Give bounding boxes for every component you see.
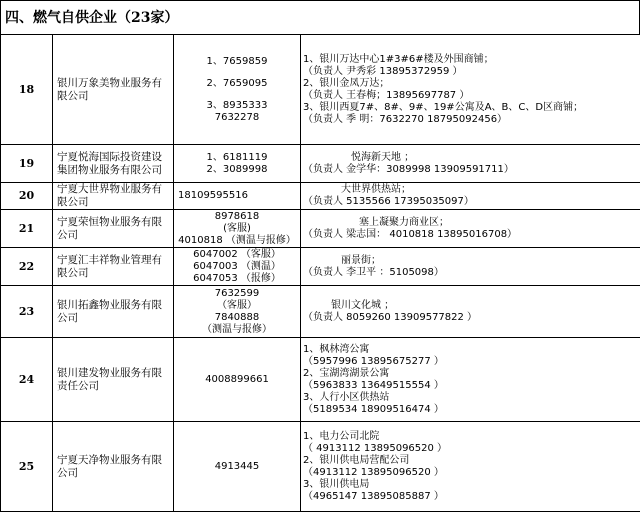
detail-line: 大世界供热站； xyxy=(341,184,411,195)
phone-line: 7632599 xyxy=(214,287,260,299)
phone-line: 4010818 （测温与报修） xyxy=(178,234,296,246)
phone-line: 7840888 xyxy=(214,311,260,323)
table-row xyxy=(1,145,640,183)
detail-line: 1、枫林湾公寓 xyxy=(303,343,370,355)
phone-cell xyxy=(174,248,301,286)
company-name: 宁夏天净物业服务有限公司 xyxy=(53,422,174,512)
detail-line: 3、银川西夏7#、8#、9#、19#公寓及A、B、C、D区商铺； xyxy=(303,101,584,113)
phone-cell xyxy=(174,286,301,338)
phone-line: （测温与报修） xyxy=(202,323,272,335)
detail-line: （负责人 尹秀彩 13895372959 ） xyxy=(303,65,463,77)
detail-line: （5963833 13649515554 ） xyxy=(303,379,444,391)
row-number: 25 xyxy=(1,422,53,512)
detail-line: 2、银川金凤万达； xyxy=(303,77,390,89)
row-number: 23 xyxy=(1,286,53,338)
table-row xyxy=(1,183,640,210)
detail-line: 2、宝湖湾湖景公寓 xyxy=(303,367,390,379)
phone-line: 1、7659859 xyxy=(206,55,268,67)
detail-line: （负责人 李卫平 ：5105098） xyxy=(303,266,444,278)
detail-line: 3、银川供电局 xyxy=(303,478,370,490)
table-row xyxy=(1,35,640,145)
company-name: 宁夏悦海国际投资建设集团物业服务有限公司 xyxy=(53,145,174,183)
phone-line: （客服） xyxy=(217,299,257,311)
phone-cell xyxy=(174,183,301,210)
detail-cell xyxy=(301,286,640,338)
table-row xyxy=(1,338,640,422)
phone-line: 6047002 （客服） xyxy=(193,248,281,260)
company-name: 宁夏荣恒物业服务有限公司 xyxy=(53,210,174,248)
detail-cell xyxy=(301,210,640,248)
detail-line: （负责人 季 明：7632270 18795092456） xyxy=(303,113,508,125)
detail-line: （负责人 王春梅；13895697787 ） xyxy=(303,89,470,101)
detail-line: （4913112 13895096520 ） xyxy=(303,466,444,478)
detail-cell xyxy=(301,35,640,145)
detail-line: 银川文化城 ； xyxy=(331,299,395,311)
detail-line: 3、人行小区供热站 xyxy=(303,391,390,403)
detail-line: （负责人 8059260 13909577822 ） xyxy=(303,311,478,323)
table-row xyxy=(1,210,640,248)
phone-line: 6047053 （报修） xyxy=(193,272,281,284)
row-number: 20 xyxy=(1,183,53,210)
row-number: 19 xyxy=(1,145,53,183)
phone-cell xyxy=(174,35,301,145)
row-number: 22 xyxy=(1,248,53,286)
detail-line: 2、银川供电局营配公司 xyxy=(303,454,410,466)
detail-line: （负责人 梁志国： 4010818 13895016708） xyxy=(303,228,518,240)
row-number: 21 xyxy=(1,210,53,248)
phone-line: 1、6181119 xyxy=(206,151,268,163)
phone-line: 8978618 xyxy=(214,210,260,222)
detail-line: 塞上凝聚力商业区； xyxy=(359,216,449,228)
detail-cell xyxy=(301,145,640,183)
phone-line: 2、3089998 xyxy=(206,163,268,175)
phone-line: 4913445 xyxy=(214,460,260,472)
enterprise-table xyxy=(0,34,640,512)
phone-line: 6047003 （测温） xyxy=(193,260,281,272)
detail-line: 1、电力公司北院 xyxy=(303,430,380,442)
row-number: 24 xyxy=(1,338,53,422)
phone-line: 2、7659095 xyxy=(206,77,268,89)
detail-line: （5957996 13895675277 ） xyxy=(303,355,444,367)
detail-line: （4965147 13895085887 ） xyxy=(303,490,444,502)
phone-line: 3、8935333 xyxy=(206,99,268,111)
table-row xyxy=(1,248,640,286)
detail-line: 丽景街； xyxy=(341,254,381,266)
company-name: 宁夏大世界物业服务有限公司 xyxy=(53,183,174,210)
company-name: 银川万象美物业服务有限公司 xyxy=(53,35,174,145)
phone-line: 4008899661 xyxy=(205,373,269,385)
detail-cell xyxy=(301,422,640,512)
detail-line: （负责人 金学华：3089998 13909591711） xyxy=(303,163,514,175)
row-number: 18 xyxy=(1,35,53,145)
detail-line: 1、银川万达中心1#3#6#楼及外围商铺； xyxy=(303,53,494,65)
detail-cell xyxy=(301,338,640,422)
detail-line: 悦海新天地 ； xyxy=(351,151,415,163)
table-row xyxy=(1,286,640,338)
phone-cell xyxy=(174,338,301,422)
phone-line: 18109595516 xyxy=(178,190,248,201)
company-name: 银川拓鑫物业服务有限公司 xyxy=(53,286,174,338)
detail-cell xyxy=(301,183,640,210)
phone-cell xyxy=(174,210,301,248)
detail-line: （5189534 18909516474 ） xyxy=(303,403,444,415)
phone-line: 7632278 xyxy=(214,111,260,123)
phone-cell xyxy=(174,145,301,183)
detail-cell xyxy=(301,248,640,286)
phone-cell xyxy=(174,422,301,512)
phone-line: (客服) xyxy=(223,222,251,234)
section-title: 四、燃气自供企业（23家） xyxy=(0,0,640,34)
company-name: 宁夏汇丰祥物业管理有限公司 xyxy=(53,248,174,286)
detail-line: （负责人 5135566 17395035097） xyxy=(303,196,474,207)
company-name: 银川建发物业服务有限责任公司 xyxy=(53,338,174,422)
detail-line: （ 4913112 13895096520 ） xyxy=(303,442,448,454)
table-row xyxy=(1,422,640,512)
